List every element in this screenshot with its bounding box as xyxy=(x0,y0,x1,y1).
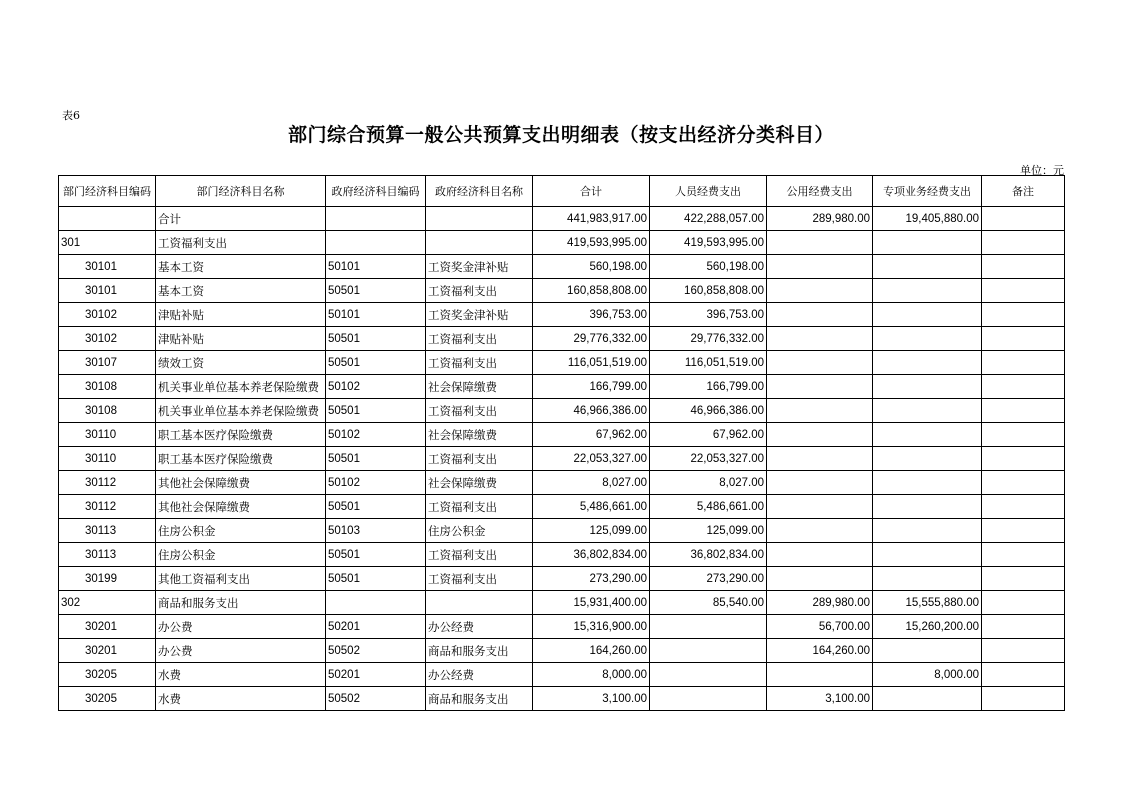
personnel-cell: 36,802,834.00 xyxy=(650,543,767,567)
personnel-cell: 419,593,995.00 xyxy=(650,231,767,255)
gov-name-cell: 商品和服务支出 xyxy=(426,639,533,663)
special-cell xyxy=(873,519,982,543)
table-row xyxy=(59,279,1065,303)
total-cell: 166,799.00 xyxy=(533,375,650,399)
column-header: 政府经济科目名称 xyxy=(426,176,533,207)
note-cell xyxy=(982,687,1065,711)
public-cell xyxy=(767,495,873,519)
total-cell: 46,966,386.00 xyxy=(533,399,650,423)
total-cell: 396,753.00 xyxy=(533,303,650,327)
public-cell: 56,700.00 xyxy=(767,615,873,639)
special-cell xyxy=(873,351,982,375)
table-row xyxy=(59,687,1065,711)
note-cell xyxy=(982,591,1065,615)
dept-code-cell: 30101 xyxy=(59,255,156,279)
special-cell xyxy=(873,255,982,279)
gov-code-cell xyxy=(326,591,426,615)
gov-code-cell: 50102 xyxy=(326,423,426,447)
total-cell: 8,000.00 xyxy=(533,663,650,687)
note-cell xyxy=(982,207,1065,231)
gov-code-cell: 50101 xyxy=(326,255,426,279)
public-cell xyxy=(767,351,873,375)
total-cell: 15,931,400.00 xyxy=(533,591,650,615)
table-row xyxy=(59,615,1065,639)
dept-name-cell: 其他社会保障缴费 xyxy=(156,495,326,519)
gov-name-cell xyxy=(426,591,533,615)
gov-code-cell: 50501 xyxy=(326,327,426,351)
special-cell xyxy=(873,279,982,303)
total-cell: 560,198.00 xyxy=(533,255,650,279)
gov-code-cell xyxy=(326,231,426,255)
public-cell: 164,260.00 xyxy=(767,639,873,663)
dept-code-cell: 302 xyxy=(59,591,156,615)
personnel-cell: 166,799.00 xyxy=(650,375,767,399)
dept-code-cell: 30102 xyxy=(59,303,156,327)
gov-name-cell: 商品和服务支出 xyxy=(426,687,533,711)
note-cell xyxy=(982,495,1065,519)
table-body xyxy=(59,207,1065,711)
gov-name-cell: 工资奖金津补贴 xyxy=(426,303,533,327)
dept-code-cell: 30112 xyxy=(59,471,156,495)
personnel-cell: 67,962.00 xyxy=(650,423,767,447)
special-cell xyxy=(873,639,982,663)
dept-code-cell: 30112 xyxy=(59,495,156,519)
note-cell xyxy=(982,663,1065,687)
dept-code-cell: 301 xyxy=(59,231,156,255)
dept-code-cell: 30201 xyxy=(59,639,156,663)
dept-name-cell: 办公费 xyxy=(156,639,326,663)
public-cell xyxy=(767,255,873,279)
total-cell: 5,486,661.00 xyxy=(533,495,650,519)
personnel-cell: 8,027.00 xyxy=(650,471,767,495)
gov-name-cell: 住房公积金 xyxy=(426,519,533,543)
public-cell xyxy=(767,423,873,447)
table-row xyxy=(59,375,1065,399)
dept-code-cell: 30113 xyxy=(59,543,156,567)
special-cell xyxy=(873,399,982,423)
personnel-cell: 160,858,808.00 xyxy=(650,279,767,303)
personnel-cell: 29,776,332.00 xyxy=(650,327,767,351)
table-row xyxy=(59,207,1065,231)
gov-code-cell: 50501 xyxy=(326,567,426,591)
personnel-cell: 5,486,661.00 xyxy=(650,495,767,519)
dept-code-cell: 30107 xyxy=(59,351,156,375)
special-cell xyxy=(873,471,982,495)
public-cell xyxy=(767,279,873,303)
special-cell xyxy=(873,687,982,711)
public-cell xyxy=(767,327,873,351)
gov-code-cell: 50501 xyxy=(326,279,426,303)
dept-name-cell: 职工基本医疗保险缴费 xyxy=(156,423,326,447)
gov-name-cell: 社会保障缴费 xyxy=(426,423,533,447)
column-header: 合计 xyxy=(533,176,650,207)
gov-code-cell: 50102 xyxy=(326,375,426,399)
dept-name-cell: 基本工资 xyxy=(156,279,326,303)
note-cell xyxy=(982,639,1065,663)
total-cell: 36,802,834.00 xyxy=(533,543,650,567)
gov-name-cell: 工资福利支出 xyxy=(426,495,533,519)
public-cell: 3,100.00 xyxy=(767,687,873,711)
table-row xyxy=(59,351,1065,375)
total-cell: 160,858,808.00 xyxy=(533,279,650,303)
special-cell xyxy=(873,303,982,327)
dept-name-cell: 工资福利支出 xyxy=(156,231,326,255)
gov-code-cell: 50502 xyxy=(326,687,426,711)
personnel-cell: 560,198.00 xyxy=(650,255,767,279)
personnel-cell: 22,053,327.00 xyxy=(650,447,767,471)
note-cell xyxy=(982,567,1065,591)
dept-name-cell: 水费 xyxy=(156,663,326,687)
dept-name-cell: 住房公积金 xyxy=(156,543,326,567)
public-cell xyxy=(767,519,873,543)
total-cell: 8,027.00 xyxy=(533,471,650,495)
note-cell xyxy=(982,471,1065,495)
dept-code-cell: 30205 xyxy=(59,687,156,711)
total-cell: 273,290.00 xyxy=(533,567,650,591)
total-cell: 419,593,995.00 xyxy=(533,231,650,255)
gov-name-cell: 社会保障缴费 xyxy=(426,471,533,495)
page-title: 部门综合预算一般公共预算支出明细表（按支出经济分类科目） xyxy=(287,124,834,146)
gov-name-cell: 工资福利支出 xyxy=(426,543,533,567)
dept-name-cell: 津贴补贴 xyxy=(156,303,326,327)
column-header: 政府经济科目编码 xyxy=(326,176,426,207)
note-cell xyxy=(982,615,1065,639)
dept-name-cell: 其他社会保障缴费 xyxy=(156,471,326,495)
dept-code-cell: 30101 xyxy=(59,279,156,303)
note-cell xyxy=(982,447,1065,471)
gov-code-cell: 50501 xyxy=(326,447,426,471)
dept-name-cell: 津贴补贴 xyxy=(156,327,326,351)
gov-name-cell: 工资奖金津补贴 xyxy=(426,255,533,279)
dept-name-cell: 基本工资 xyxy=(156,255,326,279)
special-cell xyxy=(873,447,982,471)
table-row xyxy=(59,639,1065,663)
table-row xyxy=(59,255,1065,279)
gov-name-cell: 工资福利支出 xyxy=(426,567,533,591)
special-cell xyxy=(873,495,982,519)
gov-code-cell: 50501 xyxy=(326,351,426,375)
note-cell xyxy=(982,303,1065,327)
personnel-cell xyxy=(650,687,767,711)
personnel-cell: 273,290.00 xyxy=(650,567,767,591)
personnel-cell xyxy=(650,615,767,639)
table-row xyxy=(59,495,1065,519)
note-cell xyxy=(982,231,1065,255)
personnel-cell xyxy=(650,639,767,663)
note-cell xyxy=(982,519,1065,543)
total-cell: 15,316,900.00 xyxy=(533,615,650,639)
public-cell xyxy=(767,567,873,591)
dept-name-cell: 合计 xyxy=(156,207,326,231)
public-cell xyxy=(767,399,873,423)
note-cell xyxy=(982,423,1065,447)
gov-name-cell: 社会保障缴费 xyxy=(426,375,533,399)
note-cell xyxy=(982,279,1065,303)
dept-name-cell: 办公费 xyxy=(156,615,326,639)
public-cell xyxy=(767,663,873,687)
table-row xyxy=(59,447,1065,471)
gov-code-cell: 50201 xyxy=(326,663,426,687)
gov-code-cell: 50201 xyxy=(326,615,426,639)
special-cell xyxy=(873,375,982,399)
table-row xyxy=(59,231,1065,255)
gov-code-cell: 50101 xyxy=(326,303,426,327)
personnel-cell: 46,966,386.00 xyxy=(650,399,767,423)
public-cell xyxy=(767,375,873,399)
dept-name-cell: 水费 xyxy=(156,687,326,711)
column-header: 人员经费支出 xyxy=(650,176,767,207)
table-row xyxy=(59,423,1065,447)
note-cell xyxy=(982,399,1065,423)
dept-name-cell: 职工基本医疗保险缴费 xyxy=(156,447,326,471)
total-cell: 3,100.00 xyxy=(533,687,650,711)
total-cell: 441,983,917.00 xyxy=(533,207,650,231)
total-cell: 125,099.00 xyxy=(533,519,650,543)
table-row xyxy=(59,591,1065,615)
gov-code-cell: 50103 xyxy=(326,519,426,543)
table-row xyxy=(59,303,1065,327)
dept-code-cell: 30201 xyxy=(59,615,156,639)
public-cell xyxy=(767,447,873,471)
gov-name-cell: 工资福利支出 xyxy=(426,351,533,375)
table-row xyxy=(59,519,1065,543)
dept-name-cell: 其他工资福利支出 xyxy=(156,567,326,591)
expenditure-table xyxy=(58,175,1065,711)
special-cell: 8,000.00 xyxy=(873,663,982,687)
total-cell: 116,051,519.00 xyxy=(533,351,650,375)
gov-code-cell: 50501 xyxy=(326,543,426,567)
table-header-row xyxy=(59,176,1065,207)
special-cell xyxy=(873,543,982,567)
dept-code-cell: 30110 xyxy=(59,447,156,471)
gov-code-cell: 50501 xyxy=(326,495,426,519)
public-cell xyxy=(767,471,873,495)
table-row xyxy=(59,327,1065,351)
gov-name-cell: 工资福利支出 xyxy=(426,399,533,423)
personnel-cell: 125,099.00 xyxy=(650,519,767,543)
dept-code-cell: 30108 xyxy=(59,399,156,423)
gov-name-cell: 工资福利支出 xyxy=(426,327,533,351)
gov-name-cell: 办公经费 xyxy=(426,663,533,687)
table-row xyxy=(59,543,1065,567)
dept-name-cell: 绩效工资 xyxy=(156,351,326,375)
special-cell xyxy=(873,327,982,351)
dept-name-cell: 机关事业单位基本养老保险缴费 xyxy=(156,399,326,423)
total-cell: 29,776,332.00 xyxy=(533,327,650,351)
dept-name-cell: 住房公积金 xyxy=(156,519,326,543)
table-number: 表6 xyxy=(62,109,80,122)
special-cell: 15,555,880.00 xyxy=(873,591,982,615)
dept-code-cell: 30108 xyxy=(59,375,156,399)
unit-label: 单位：元 xyxy=(1020,164,1064,177)
personnel-cell: 396,753.00 xyxy=(650,303,767,327)
column-header: 部门经济科目名称 xyxy=(156,176,326,207)
note-cell xyxy=(982,255,1065,279)
note-cell xyxy=(982,327,1065,351)
public-cell xyxy=(767,543,873,567)
note-cell xyxy=(982,375,1065,399)
public-cell: 289,980.00 xyxy=(767,207,873,231)
column-header: 备注 xyxy=(982,176,1065,207)
dept-code-cell xyxy=(59,207,156,231)
gov-code-cell: 50501 xyxy=(326,399,426,423)
special-cell xyxy=(873,423,982,447)
special-cell: 19,405,880.00 xyxy=(873,207,982,231)
dept-name-cell: 机关事业单位基本养老保险缴费 xyxy=(156,375,326,399)
special-cell xyxy=(873,567,982,591)
table-row xyxy=(59,567,1065,591)
gov-name-cell xyxy=(426,207,533,231)
table-row xyxy=(59,399,1065,423)
table-row xyxy=(59,471,1065,495)
dept-code-cell: 30102 xyxy=(59,327,156,351)
total-cell: 67,962.00 xyxy=(533,423,650,447)
total-cell: 164,260.00 xyxy=(533,639,650,663)
column-header: 公用经费支出 xyxy=(767,176,873,207)
gov-code-cell: 50502 xyxy=(326,639,426,663)
gov-name-cell: 工资福利支出 xyxy=(426,447,533,471)
column-header: 部门经济科目编码 xyxy=(59,176,156,207)
gov-name-cell: 办公经费 xyxy=(426,615,533,639)
gov-code-cell: 50102 xyxy=(326,471,426,495)
personnel-cell xyxy=(650,663,767,687)
dept-code-cell: 30110 xyxy=(59,423,156,447)
total-cell: 22,053,327.00 xyxy=(533,447,650,471)
public-cell xyxy=(767,303,873,327)
note-cell xyxy=(982,351,1065,375)
personnel-cell: 85,540.00 xyxy=(650,591,767,615)
public-cell xyxy=(767,231,873,255)
personnel-cell: 422,288,057.00 xyxy=(650,207,767,231)
dept-name-cell: 商品和服务支出 xyxy=(156,591,326,615)
special-cell xyxy=(873,231,982,255)
gov-name-cell: 工资福利支出 xyxy=(426,279,533,303)
gov-code-cell xyxy=(326,207,426,231)
table-row xyxy=(59,663,1065,687)
personnel-cell: 116,051,519.00 xyxy=(650,351,767,375)
gov-name-cell xyxy=(426,231,533,255)
dept-code-cell: 30199 xyxy=(59,567,156,591)
note-cell xyxy=(982,543,1065,567)
column-header: 专项业务经费支出 xyxy=(873,176,982,207)
dept-code-cell: 30113 xyxy=(59,519,156,543)
dept-code-cell: 30205 xyxy=(59,663,156,687)
special-cell: 15,260,200.00 xyxy=(873,615,982,639)
public-cell: 289,980.00 xyxy=(767,591,873,615)
